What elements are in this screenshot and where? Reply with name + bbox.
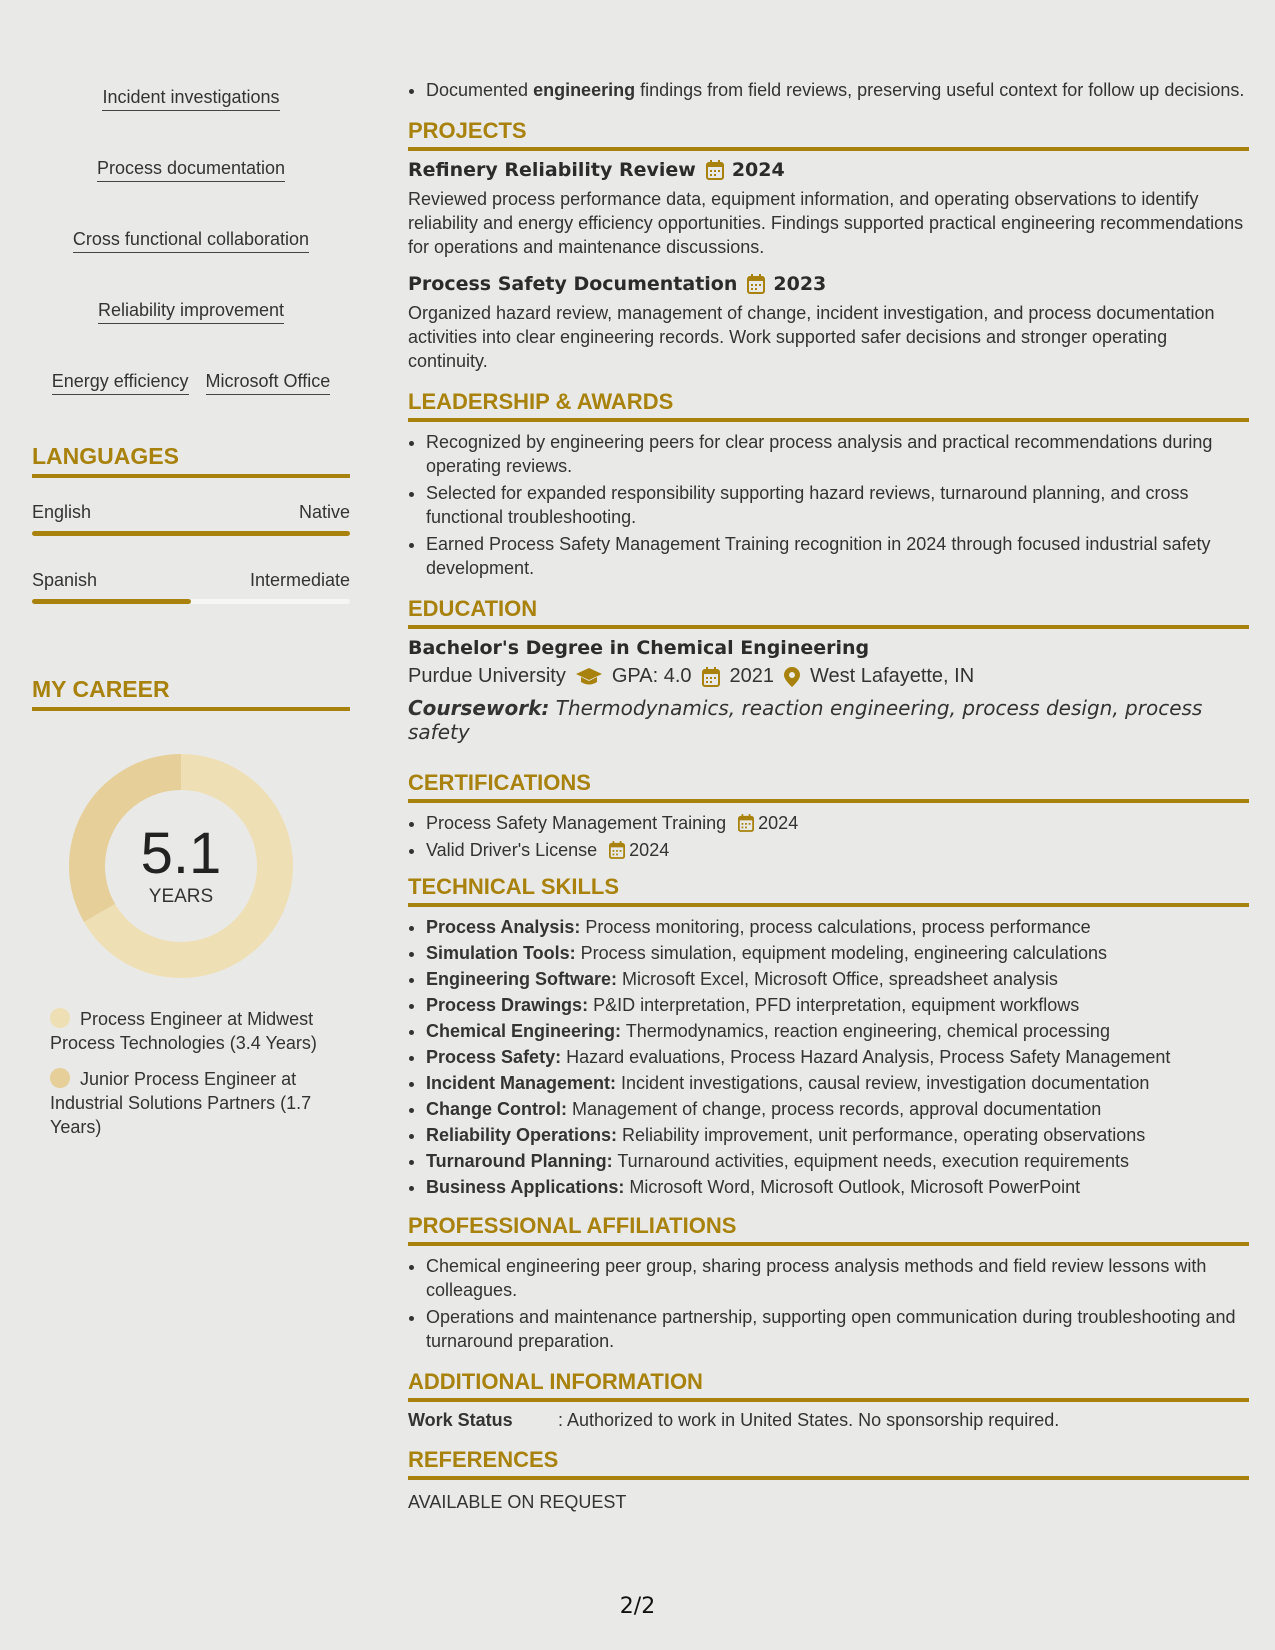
career-legend-label: Junior Process Engineer at Industrial Solutions Partners (1.7 Years) xyxy=(50,1069,312,1137)
skill-tag: Reliability improvement xyxy=(98,299,284,324)
language-proficiency-fill xyxy=(32,531,350,536)
certification-item xyxy=(426,838,1249,862)
skills-tags xyxy=(32,86,350,395)
project-year: 2023 xyxy=(773,273,827,295)
calendar-icon xyxy=(702,667,720,687)
language-name: Spanish xyxy=(32,570,98,590)
career-donut-chart xyxy=(66,751,296,981)
career-total-number: 5.1 xyxy=(140,821,222,886)
career-heading: MY CAREER xyxy=(32,676,350,711)
project-entry xyxy=(408,273,1249,373)
legend-dot-icon xyxy=(50,1068,70,1088)
coursework: Coursework: Thermodynamics, reaction engineering, process design, process safety xyxy=(408,696,1203,744)
technical-skill-item: • Chemical Engineering: Thermodynamics, reaction engineering, chemical processing xyxy=(426,1019,1249,1043)
project-description: Reviewed process performance data, equipment information, and operating observations to identify reliability and energy efficiency opportunities. Findings supported practical engineering recommendations for operations and maintenance discussions. xyxy=(408,189,1244,257)
project-entry xyxy=(408,159,1249,259)
technical-skills-list xyxy=(408,915,1249,1199)
language-proficiency-bar xyxy=(32,599,350,604)
sidebar xyxy=(32,86,350,1151)
additional-info-heading: ADDITIONAL INFORMATION xyxy=(408,1369,1249,1402)
leadership-item: • Earned Process Safety Management Training recognition in 2024 through focused industrial safety development. xyxy=(426,532,1249,580)
language-level: Native xyxy=(298,502,350,522)
graduation-cap-icon xyxy=(576,668,602,686)
map-pin-icon xyxy=(784,667,800,687)
leadership-item: • Selected for expanded responsibility supporting hazard reviews, turnaround planning, and cross functional troubleshooting. xyxy=(426,481,1249,529)
main-column xyxy=(408,78,1249,1514)
skill-tag: Microsoft Office xyxy=(206,370,331,395)
technical-skills-heading: TECHNICAL SKILLS xyxy=(408,874,1249,907)
affiliations-heading: PROFESSIONAL AFFILIATIONS xyxy=(408,1213,1249,1246)
technical-skill-item: • Turnaround Planning: Turnaround activities, equipment needs, execution requirements xyxy=(426,1149,1249,1173)
skill-tag: Process documentation xyxy=(97,157,285,182)
project-title: Refinery Reliability Review xyxy=(408,159,696,181)
work-status-value: : Authorized to work in United States. No sponsorship required. xyxy=(558,1410,1060,1430)
language-proficiency-fill xyxy=(32,599,191,604)
references-text: AVAILABLE ON REQUEST xyxy=(408,1492,627,1512)
language-item xyxy=(32,570,350,604)
technical-skill-item: • Process Drawings: P&ID interpretation, PFD interpretation, equipment workflows xyxy=(426,993,1249,1017)
degree-title: Bachelor's Degree in Chemical Engineering xyxy=(408,637,870,659)
technical-skill-item: • Change Control: Management of change, process records, approval documentation xyxy=(426,1097,1249,1121)
leadership-heading: LEADERSHIP & AWARDS xyxy=(408,389,1249,422)
education-entry xyxy=(408,637,1249,744)
certifications-heading: CERTIFICATIONS xyxy=(408,770,1249,803)
projects-heading: PROJECTS xyxy=(408,118,1249,151)
certifications-list xyxy=(408,811,1249,862)
page-number: 2/2 xyxy=(619,1594,656,1619)
technical-skill-item: • Business Applications: Microsoft Word, Microsoft Outlook, Microsoft PowerPoint xyxy=(426,1175,1249,1199)
certification-year: 2024 xyxy=(758,813,799,833)
affiliation-item: • Chemical engineering peer group, sharing process analysis methods and field review lessons with colleagues. xyxy=(426,1254,1249,1302)
language-name: English xyxy=(32,502,92,522)
skill-tag: Energy efficiency xyxy=(52,370,189,395)
calendar-icon xyxy=(609,841,625,859)
calendar-icon xyxy=(738,814,754,832)
affiliations-list xyxy=(408,1254,1249,1353)
certification-name: • Process Safety Management Training xyxy=(426,813,727,833)
experience-bullets xyxy=(408,78,1249,102)
career-legend-item xyxy=(50,1007,340,1055)
references-heading: REFERENCES xyxy=(408,1447,1249,1480)
career-legend xyxy=(50,1007,340,1139)
language-level: Intermediate xyxy=(249,570,350,590)
technical-skill-item: • Simulation Tools: Process simulation, equipment modeling, engineering calculations xyxy=(426,941,1249,965)
career-legend-label: Process Engineer at Midwest Process Technologies (3.4 Years) xyxy=(50,1009,317,1053)
project-description: Organized hazard review, management of change, incident investigation, and process documentation activities into clear engineering records. Work supported safer decisions and stronger operating continuity. xyxy=(408,303,1215,371)
project-year: 2024 xyxy=(731,159,785,181)
calendar-icon xyxy=(747,274,765,294)
certification-name: • Valid Driver's License xyxy=(426,840,598,860)
career-total xyxy=(66,751,296,981)
project-title: Process Safety Documentation xyxy=(408,273,738,295)
education-heading: EDUCATION xyxy=(408,596,1249,629)
school-name: Purdue University xyxy=(408,665,566,687)
legend-dot-icon xyxy=(50,1008,70,1028)
work-status-label: Work Status xyxy=(408,1410,513,1430)
school-location: West Lafayette, IN xyxy=(810,665,975,687)
technical-skill-item: • Engineering Software: Microsoft Excel, Microsoft Office, spreadsheet analysis xyxy=(426,967,1249,991)
leadership-item: • Recognized by engineering peers for clear process analysis and practical recommendations during operating reviews. xyxy=(426,430,1249,478)
technical-skill-item: • Process Analysis: Process monitoring, process calculations, process performance xyxy=(426,915,1249,939)
languages-heading: LANGUAGES xyxy=(32,443,350,478)
certification-item xyxy=(426,811,1249,835)
career-legend-item xyxy=(50,1067,340,1139)
experience-bullet: • Documented engineering findings from field reviews, preserving useful context for follow up decisions. xyxy=(426,78,1249,102)
calendar-icon xyxy=(706,160,724,180)
gpa: GPA: 4.0 xyxy=(611,665,692,687)
language-item xyxy=(32,502,350,536)
leadership-list xyxy=(408,430,1249,580)
technical-skill-item: • Process Safety: Hazard evaluations, Process Hazard Analysis, Process Safety Management xyxy=(426,1045,1249,1069)
work-status xyxy=(408,1410,1249,1431)
skill-tag: Incident investigations xyxy=(102,86,279,111)
career-total-unit: YEARS xyxy=(148,886,214,907)
graduation-year: 2021 xyxy=(729,665,775,687)
technical-skill-item: • Reliability Operations: Reliability improvement, unit performance, operating observations xyxy=(426,1123,1249,1147)
language-proficiency-bar xyxy=(32,531,350,536)
skill-tag: Cross functional collaboration xyxy=(73,228,309,253)
affiliation-item: • Operations and maintenance partnership, supporting open communication during troubleshooting and turnaround preparation. xyxy=(426,1305,1249,1353)
certification-year: 2024 xyxy=(629,840,670,860)
technical-skill-item: • Incident Management: Incident investigations, causal review, investigation documentation xyxy=(426,1071,1249,1095)
